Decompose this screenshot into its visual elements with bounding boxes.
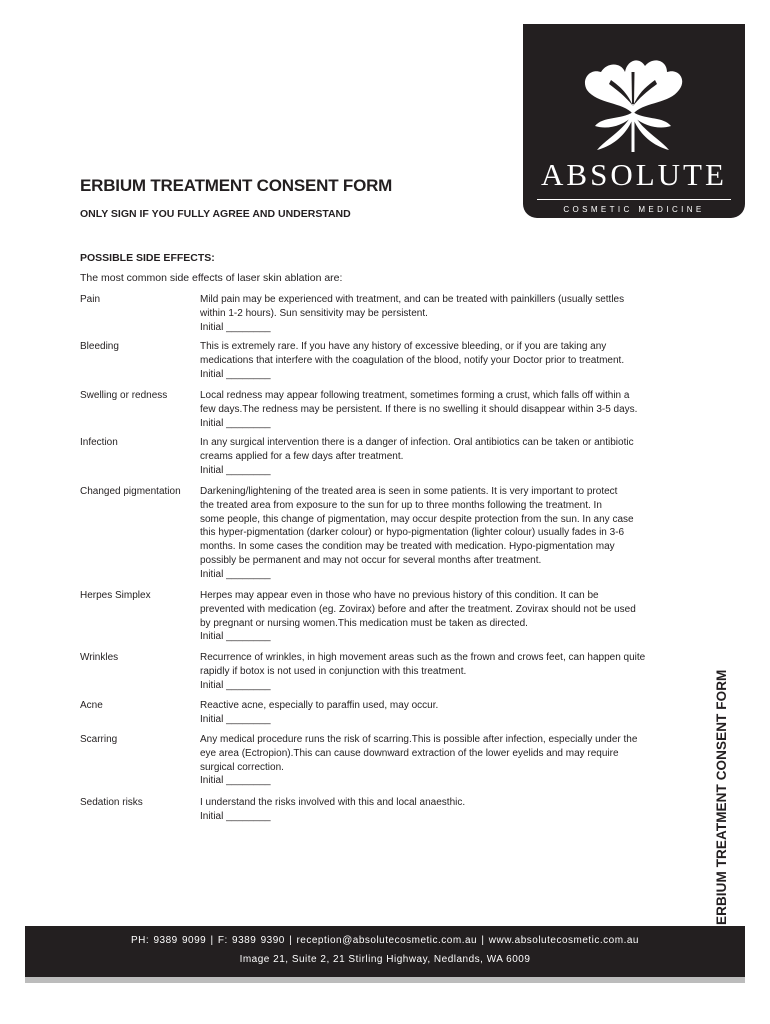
side-effect-description bbox=[200, 699, 680, 727]
description-line: months. In some cases the condition may be treated with medication. Hypo-pigmentation may bbox=[200, 541, 615, 553]
side-effect-name: Acne bbox=[80, 700, 103, 711]
side-effect-description bbox=[200, 436, 680, 477]
initial-signature-field[interactable]: Initial ________ bbox=[200, 368, 271, 380]
side-effect-description bbox=[200, 340, 680, 381]
logo-divider bbox=[537, 199, 731, 200]
initial-signature-field[interactable]: Initial ________ bbox=[200, 679, 271, 691]
description-line: the treated area from exposure to the sun for up to three months following the treatment. In bbox=[200, 499, 602, 511]
description-line: Reactive acne, especially to paraffin used, may occur. bbox=[200, 700, 439, 711]
side-effect-description bbox=[200, 733, 680, 788]
initial-signature-field[interactable]: Initial ________ bbox=[200, 417, 271, 429]
section-heading: POSSIBLE SIDE EFFECTS: bbox=[80, 252, 215, 264]
form-subtitle: ONLY SIGN IF YOU FULLY AGREE AND UNDERSTAND bbox=[80, 208, 351, 220]
initial-signature-field[interactable]: Initial ________ bbox=[200, 464, 271, 476]
brand-name: ABSOLUTE bbox=[541, 157, 727, 192]
side-effect-name: Infection bbox=[80, 437, 118, 448]
side-effect-description bbox=[200, 389, 680, 430]
intro-text: The most common side effects of laser skin ablation are: bbox=[80, 272, 343, 284]
side-effect-description bbox=[200, 485, 680, 582]
brand-logo-block bbox=[523, 24, 745, 218]
description-line: Herpes may appear even in those who have no previous history of this condition. It can be bbox=[200, 590, 599, 601]
description-line: This is extremely rare. If you have any history of excessive bleeding, or if you are taking any bbox=[200, 341, 607, 352]
description-line: I understand the risks involved with this and local anaesthic. bbox=[200, 797, 466, 808]
side-effect-name: Wrinkles bbox=[80, 652, 119, 663]
brand-tagline: COSMETIC MEDICINE bbox=[563, 205, 705, 214]
initial-signature-field[interactable]: Initial ________ bbox=[200, 775, 271, 787]
description-line: Mild pain may be experienced with treatment, and can be treated with painkillers (usually settles bbox=[200, 294, 625, 305]
description-line: Recurrence of wrinkles, in high movement areas such as the frown and crows feet, can happen quite bbox=[200, 652, 646, 663]
side-effect-description bbox=[200, 796, 680, 824]
description-line: few days.The redness may be persistent. If there is no swelling it should disappear within 3-5 days. bbox=[200, 403, 638, 415]
side-effect-description bbox=[200, 589, 680, 644]
footer-bar bbox=[25, 926, 745, 983]
footer-address: Image 21, Suite 2, 21 Stirling Highway, Nedlands, WA 6009 bbox=[239, 954, 531, 965]
side-effect-name: Bleeding bbox=[80, 341, 119, 352]
side-effect-description bbox=[200, 651, 680, 692]
description-line: surgical correction. bbox=[200, 761, 284, 773]
description-line: prevented with medication (eg. Zovirax) before and after the treatment. Zovirax should not be used bbox=[200, 603, 636, 615]
side-effect-name: Sedation risks bbox=[80, 797, 143, 808]
description-line: In any surgical intervention there is a danger of infection. Oral antibiotics can be taken or antibiotic bbox=[200, 437, 634, 448]
description-line: by pregnant or nursing women.This medication must be taken as directed. bbox=[200, 617, 528, 629]
description-line: medications that interfere with the coagulation of the blood, notify your Doctor prior to treatment. bbox=[200, 354, 625, 366]
description-line: some people, this change of pigmentation, may occur despite protection from the sun. In any case bbox=[200, 513, 634, 525]
footer-contact: PH: 9389 9099 | F: 9389 9390 | reception@absolutecosmetic.com.au | www.absolutecosmetic.com.au bbox=[131, 935, 639, 946]
side-effect-name: Scarring bbox=[80, 734, 118, 745]
description-line: possibly be permanent and may not occur for several months after treatment. bbox=[200, 554, 542, 566]
flower-logo-icon bbox=[567, 46, 699, 164]
description-line: Local redness may appear following treatment, sometimes forming a crust, which falls off within a bbox=[200, 390, 630, 401]
side-effect-name: Swelling or redness bbox=[80, 390, 168, 401]
initial-signature-field[interactable]: Initial ________ bbox=[200, 321, 271, 333]
description-line: Any medical procedure runs the risk of scarring.This is possible after infection, especially under the bbox=[200, 734, 638, 745]
description-line: within 1-2 hours). Sun sensitivity may be persistent. bbox=[200, 307, 428, 319]
description-line: rapidly if botox is not used in conjunction with this treatment. bbox=[200, 665, 467, 677]
form-title: ERBIUM TREATMENT CONSENT FORM bbox=[80, 176, 393, 195]
description-line: eye area (Ectropion).This can cause downward extraction of the lower eyelids and may require bbox=[200, 747, 619, 759]
vertical-side-title: ERBIUM TREATMENT CONSENT FORM bbox=[714, 669, 729, 925]
initial-signature-field[interactable]: Initial ________ bbox=[200, 810, 271, 822]
description-line: Darkening/lightening of the treated area is seen in some patients. It is very important to protect bbox=[200, 486, 618, 497]
initial-signature-field[interactable]: Initial ________ bbox=[200, 631, 271, 643]
side-effect-name: Pain bbox=[80, 294, 101, 305]
initial-signature-field[interactable]: Initial ________ bbox=[200, 568, 271, 580]
description-line: this hyper-pigmentation (darker colour) or hypo-pigmentation (lighter colour) usually fades in 3-6 bbox=[200, 527, 625, 539]
side-effect-name: Changed pigmentation bbox=[80, 486, 181, 497]
initial-signature-field[interactable]: Initial ________ bbox=[200, 713, 271, 725]
description-line: creams applied for a few days after treatment. bbox=[200, 450, 404, 462]
side-effect-name: Herpes Simplex bbox=[80, 590, 151, 601]
side-effect-description bbox=[200, 293, 680, 334]
